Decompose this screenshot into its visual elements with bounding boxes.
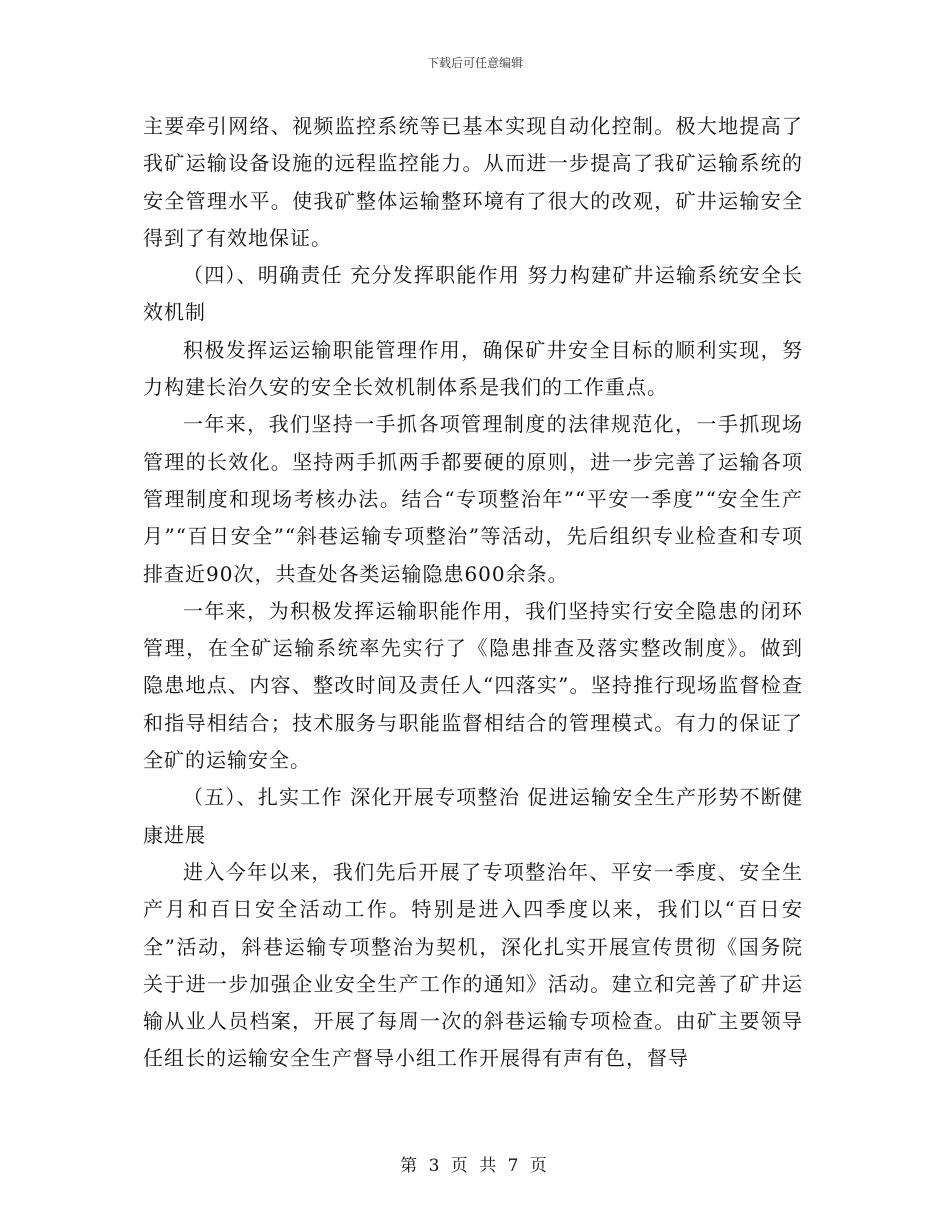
paragraph-5: 进入今年以来，我们先后开展了专项整治年、平安一季度、安全生产月和百日安全活动工作。特别是进入四季度以来，我们以“百日安全”活动，斜巷运输专项整治为契机，深化扎实开展宣传贯彻《国务院关于进一步加强企业安全生产工作的通知》活动。建立和完善了矿井运输从业人员档案，开展了每周一次的斜巷运输专项检查。由矿主要领导任组长的运输安全生产督导小组工作开展得有声有色，督导 [143, 859, 803, 1071]
paragraph-3: 一年来，我们坚持一手抓各项管理制度的法律规范化，一手抓现场管理的长效化。坚持两手抓两手都要硬的原则，进一步完善了运输各项管理制度和现场考核办法。结合“专项整治年”“平安一季度”“安全生产月”“百日安全”“斜巷运输专项整治”等活动，先后组织专业检查和专项排查近90次，共查处各类运输隐患600余条。 [143, 412, 803, 586]
page-header: 下载后可任意编辑 [426, 56, 523, 70]
paragraph-2: 积极发挥运运输职能管理作用，确保矿井安全目标的顺利实现，努力构建长治久安的安全长效机制体系是我们的工作重点。 [143, 337, 803, 400]
section-heading-5: （五）、扎实工作 深化开展专项整治 促进运输安全生产形势不断健康进展 [143, 785, 803, 847]
page-footer: 第 3 页 共 7 页 [400, 1156, 550, 1176]
document-body [143, 108, 803, 1078]
paragraph-4: 一年来，为积极发挥运输职能作用，我们坚持实行安全隐患的闭环管理，在全矿运输系统率先实行了《隐患排查及落实整改制度》。做到隐患地点、内容、整改时间及责任人“四落实”。坚持推行现场监督检查和指导相结合；技术服务与职能监督相结合的管理模式。有力的保证了全矿的运输安全。 [143, 598, 803, 773]
section-heading-4: （四）、明确责任 充分发挥职能作用 努力构建矿井运输系统安全长效机制 [143, 263, 803, 325]
paragraph-1: 主要牵引网络、视频监控系统等已基本实现自动化控制。极大地提高了我矿运输设备设施的远程监控能力。从而进一步提高了我矿运输系统的安全管理水平。使我矿整体运输整环境有了很大的改观，矿井运输安全得到了有效地保证。 [143, 114, 803, 250]
